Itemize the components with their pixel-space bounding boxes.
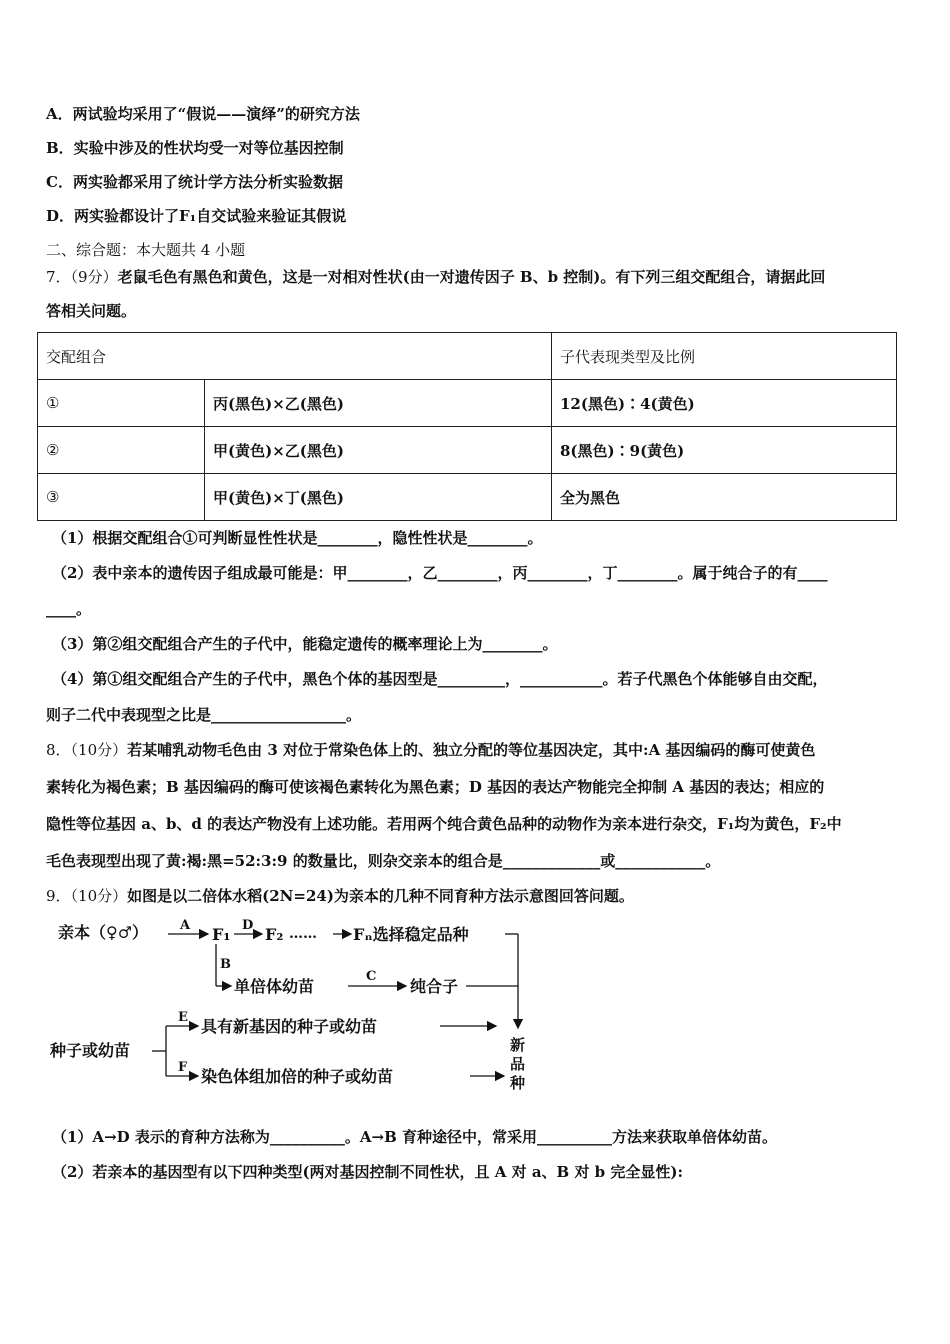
table-row xyxy=(38,380,897,427)
q8-line1-text: 若某哺乳动物毛色由 3 对位于常染色体上的、独立分配的等位基因决定，其中:A 基因编码的酶可使黄色 xyxy=(127,741,816,759)
row-id: ② xyxy=(38,427,205,474)
option-d: D．两实验都设计了F₁自交试验来验证其假说 xyxy=(46,207,347,225)
row-cross: 甲(黄色)×乙(黑色) xyxy=(205,427,552,474)
q8-number: 8． xyxy=(46,741,71,759)
option-b: B．实验中涉及的性状均受一对等位基因控制 xyxy=(46,139,344,157)
diagram-label-a: A xyxy=(180,918,191,933)
row-result: 8(黑色)∶9(黄色) xyxy=(552,427,897,474)
table-header-row xyxy=(38,333,897,380)
diagram-parent: 亲本（♀♂） xyxy=(58,923,149,942)
q7-sub4-line2: 则子二代中表现型之比是__________________。 xyxy=(46,706,362,724)
q8-line1 xyxy=(46,739,815,760)
table-row xyxy=(38,474,897,521)
diagram-new-gene: 具有新基因的种子或幼苗 xyxy=(201,1017,378,1036)
diagram-haploid: 单倍体幼苗 xyxy=(234,977,315,996)
q8-line4: 毛色表现型出现了黄:褐:黑=52:3:9 的数量比，则杂交亲本的组合是_____________或____________。 xyxy=(46,852,721,870)
q7-stem-line2: 答相关问题。 xyxy=(46,302,137,320)
diagram-fn: Fₙ选择稳定品种 xyxy=(353,925,469,944)
q7-points: （9分） xyxy=(70,268,118,286)
option-a: A．两试验均采用了“假说——演绎”的研究方法 xyxy=(46,105,360,123)
diagram-new-variety-1: 新 xyxy=(510,1036,526,1054)
row-result: 全为黑色 xyxy=(552,474,897,521)
q8-points: （10分） xyxy=(70,741,128,759)
diagram-label-e: E xyxy=(178,1010,188,1025)
diagram-label-c: C xyxy=(366,969,377,984)
q9-number: 9． xyxy=(46,887,71,905)
option-c: C．两实验都采用了统计学方法分析实验数据 xyxy=(46,173,343,191)
q7-number: 7． xyxy=(46,268,71,286)
diagram-label-b: B xyxy=(220,957,231,972)
q9-sub1: （1）A→D 表示的育种方法称为__________。A→B 育种途径中，常采用__________方法来获取单倍体幼苗。 xyxy=(52,1128,777,1146)
q9-stem-text: 如图是以二倍体水稻(2N=24)为亲本的几种不同育种方法示意图回答问题。 xyxy=(127,887,634,905)
table-header-result: 子代表现类型及比例 xyxy=(552,333,897,380)
q7-sub2-line1: （2）表中亲本的遗传因子组成最可能是：甲________，乙________，丙________，丁________。属于纯合子的有____ xyxy=(52,564,828,582)
q7-sub2-line2: ____。 xyxy=(46,600,92,618)
diagram-new-variety-3: 种 xyxy=(510,1074,526,1092)
q9-sub2: （2）若亲本的基因型有以下四种类型(两对基因控制不同性状，且 A 对 a、B 对 b 完全显性): xyxy=(52,1163,684,1181)
diagram-doubled: 染色体组加倍的种子或幼苗 xyxy=(201,1067,394,1086)
q7-sub1: （1）根据交配组合①可判断显性性状是________，隐性性状是________。 xyxy=(52,529,543,547)
diagram-dots: …… xyxy=(289,926,317,942)
q8-line2: 素转化为褐色素；B 基因编码的酶可使该褐色素转化为黑色素；D 基因的表达产物能完全抑制 A 基因的表达；相应的 xyxy=(46,778,825,796)
diagram-label-f: F xyxy=(178,1060,188,1075)
row-id: ③ xyxy=(38,474,205,521)
row-cross: 丙(黑色)×乙(黑色) xyxy=(205,380,552,427)
row-result: 12(黑色)∶4(黄色) xyxy=(552,380,897,427)
section-title: 二、综合题：本大题共 4 小题 xyxy=(46,241,246,259)
row-cross: 甲(黄色)×丁(黑色) xyxy=(205,474,552,521)
q8-line3: 隐性等位基因 a、b、d 的表达产物没有上述功能。若用两个纯合黄色品种的动物作为亲本进行杂交，F₁均为黄色，F₂中 xyxy=(46,815,842,833)
q9-points: （10分） xyxy=(70,887,128,905)
diagram-new-variety-2: 品 xyxy=(510,1055,526,1073)
diagram-seed: 种子或幼苗 xyxy=(50,1041,131,1060)
q7-sub4-line1: （4）第①组交配组合产生的子代中，黑色个体的基因型是_________，___________。若子代黑色个体能够自由交配， xyxy=(52,670,828,688)
q9-stem xyxy=(46,885,634,906)
breeding-diagram xyxy=(48,918,548,1103)
table-row xyxy=(38,427,897,474)
diagram-f2: F₂ xyxy=(265,925,284,944)
table-header-cross: 交配组合 xyxy=(38,333,552,380)
diagram-label-d: D xyxy=(242,918,254,933)
cross-table xyxy=(37,332,897,521)
q7-stem-text: 老鼠毛色有黑色和黄色，这是一对相对性状(由一对遗传因子 B、b 控制)。有下列三组交配组合，请据此回 xyxy=(117,268,826,286)
diagram-pure: 纯合子 xyxy=(410,977,459,996)
q7-sub3: （3）第②组交配组合产生的子代中，能稳定遗传的概率理论上为________。 xyxy=(52,635,558,653)
row-id: ① xyxy=(38,380,205,427)
q7-stem-line1 xyxy=(46,266,825,287)
diagram-f1: F₁ xyxy=(212,925,231,944)
